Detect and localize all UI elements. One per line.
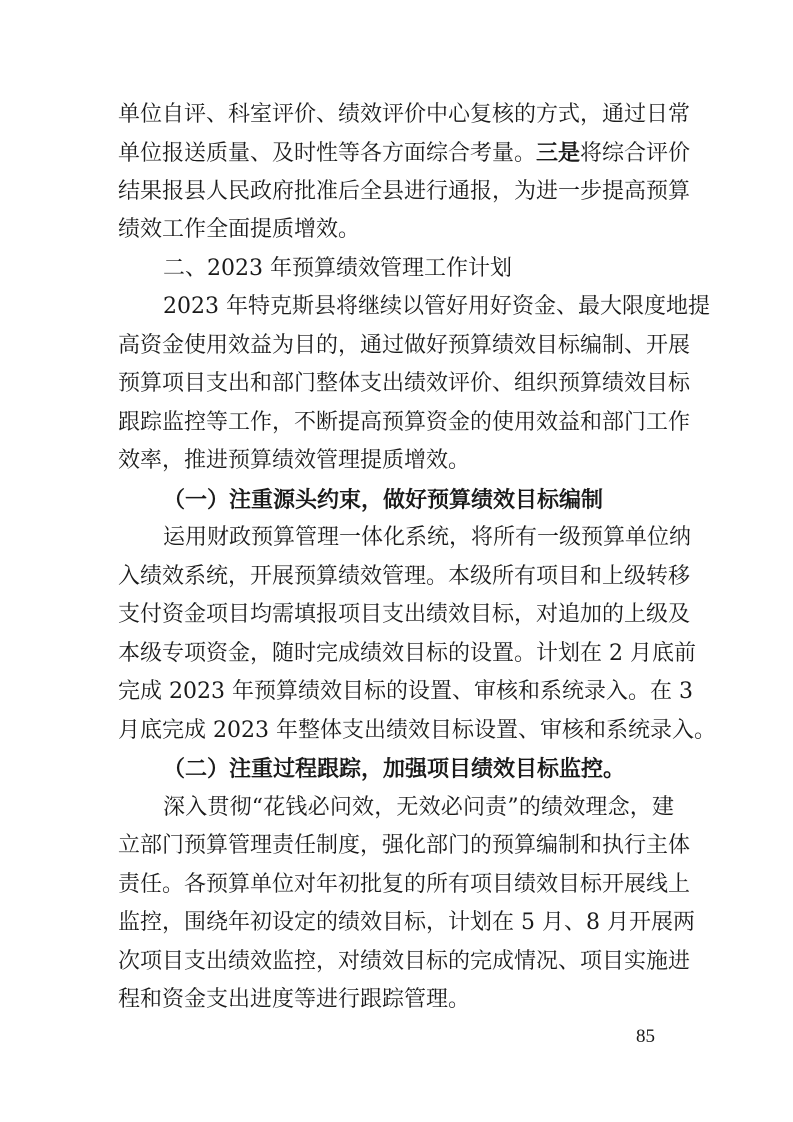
body-line: 深入贯彻“花钱必问效，无效必问责”的绩效理念，建 bbox=[163, 795, 674, 820]
body-line: 次项目支出绩效监控，对绩效目标的完成情况、项目实施进 bbox=[118, 949, 691, 974]
body-line: 入绩效系统，开展预算绩效管理。本级所有项目和上级转移 bbox=[118, 564, 691, 589]
body-line: 本级专项资金，随时完成绩效目标的设置。计划在 2 月底前 bbox=[118, 641, 696, 666]
body-line: 监控，围绕年初设定的绩效目标，计划在 5 月、8 月开展两 bbox=[118, 910, 695, 935]
body-line: 月底完成 2023 年整体支出绩效目标设置、审核和系统录入。 bbox=[118, 718, 716, 743]
body-line: 运用财政预算管理一体化系统，将所有一级预算单位纳 bbox=[163, 525, 692, 550]
body-line: 单位自评、科室评价、绩效评价中心复核的方式，通过日常 bbox=[118, 102, 691, 127]
body-line: 支付资金项目均需填报项目支出绩效目标，对追加的上级及 bbox=[118, 602, 691, 627]
emphasis-text: 三是 bbox=[536, 140, 581, 166]
section-heading: 二、2023 年预算绩效管理工作计划 bbox=[163, 256, 512, 281]
body-line: 预算项目支出和部门整体支出绩效评价、组织预算绩效目标 bbox=[118, 371, 691, 396]
body-line bbox=[118, 138, 691, 169]
body-text: 将综合评价 bbox=[580, 141, 691, 166]
body-line: 效率，推进预算绩效管理提质增效。 bbox=[118, 448, 471, 473]
body-line: 结果报县人民政府批准后全县进行通报，为进一步提高预算 bbox=[118, 179, 691, 204]
body-line: 立部门预算管理责任制度，强化部门的预算编制和执行主体 bbox=[118, 833, 691, 858]
subsection-heading: （二）注重过程跟踪，加强项目绩效目标监控。 bbox=[163, 756, 626, 782]
body-line: 完成 2023 年预算绩效目标的设置、审核和系统录入。在 3 bbox=[118, 679, 693, 704]
body-line: 高资金使用效益为目的，通过做好预算绩效目标编制、开展 bbox=[118, 333, 691, 358]
body-line: 跟踪监控等工作，不断提高预算资金的使用效益和部门工作 bbox=[118, 410, 691, 435]
body-line: 程和资金支出进度等进行跟踪管理。 bbox=[118, 987, 471, 1012]
body-line: 责任。各预算单位对年初批复的所有项目绩效目标开展线上 bbox=[118, 872, 691, 897]
body-text: 单位报送质量、及时性等各方面综合考量。 bbox=[118, 141, 537, 166]
body-line: 绩效工作全面提质增效。 bbox=[118, 217, 361, 242]
body-line: 2023 年特克斯县将继续以管好用好资金、最大限度地提 bbox=[163, 294, 710, 319]
subsection-heading: （一）注重源头约束，做好预算绩效目标编制 bbox=[163, 487, 604, 513]
page-number: 85 bbox=[636, 1026, 655, 1047]
